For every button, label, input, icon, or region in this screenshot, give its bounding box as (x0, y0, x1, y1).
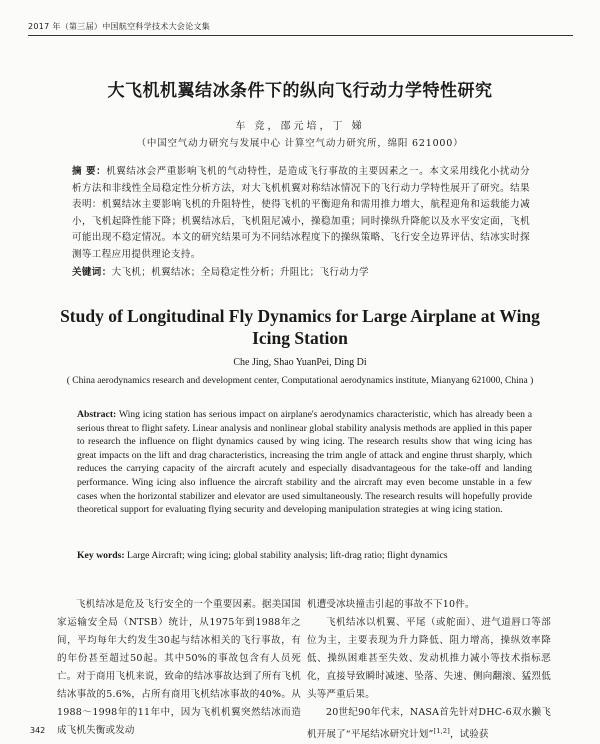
page-number: 342 (30, 726, 46, 735)
english-abstract-text: Wing icing station has serious impact on airplane's aerodynamics characteristic, which has already been a serious threat to flight safety. Linear analysis and nonlinear global stability analysis methods are applied in this paper to research the influence on flight dynamics caused by wing icing. The research results show that wing icing has great impacts on the lift and drag characteristics, increasing the trim angle of attack and engine thrust sharply, which reduces the carrying capacity of the aircraft acutely and especially disadvantageous for the take-off and landing performance. Wing icing also influence the aircraft stability and the aircraft may even become unstable in a few cases when the horizontal stabilizer and elevator are used simultaneously. The research results will hopefully provide theoretical support for evaluating flying security and developing manipulation strategies at wing icing station. (77, 409, 533, 516)
body-paragraph: 机遭受冰块撞击引起的事故不下10件。 (307, 599, 475, 610)
english-title: Study of Longitudinal Fly Dynamics for Large Airplane at Wing Icing Station (60, 306, 540, 348)
body-paragraph-tail: ，试验获 (449, 729, 489, 741)
english-authors: Che Jing, Shao YuanPei, Ding Di (233, 357, 367, 368)
english-keywords-label: Key words: (77, 550, 125, 561)
body-paragraph: 飞机结冰以机翼、平尾（或舵面）、进气道唇口等部位为主，主要表现为升力降低、阻力增高，操纵效率降低、操纵困难甚至失效、发动机推力减小等技术指标恶化，直接导致瞬时减速、坠落、失速、侧向翻滚、猛烈低头等严重后果。 (307, 617, 551, 700)
body-paragraph: 飞机结冰是危及飞行安全的一个重要因素。据美国国家运输安全局（NTSB）统计，从1975年到1988年之间，平均每年大约发生30起与结冰相关的飞行事故，有的年份甚至超过50起。其中50%的事故包含有人员死亡。对于商用飞机来说，致命的结冰事故达到了所有飞机结冰事故的5.6%，占所有商用飞机结冰事故的40%。从1988～1998年的11年中，因为飞机机翼突然结冰而造成飞机失衡或发动 (57, 599, 301, 736)
chinese-abstract-label: 摘 要： (72, 166, 107, 177)
body-paragraph (307, 704, 551, 744)
english-affiliation: ( China aerodynamics research and development center, Computational aerodynamics institute, Mianyang 621000, China ) (66, 376, 534, 386)
chinese-affiliation: （中国空气动力研究与发展中心 计算空气动力研究所，绵阳 621000） (136, 138, 464, 149)
chinese-abstract (72, 164, 530, 263)
english-keywords-text: Large Aircraft; wing icing; global stability analysis; lift-drag ratio; flight dynamics (127, 550, 448, 561)
chinese-authors: 车 竞，邵元培，丁 娣 (235, 121, 365, 132)
citation-ref: [1,2] (433, 727, 450, 735)
chinese-title: 大飞机机翼结冰条件下的纵向飞行动力学特性研究 (107, 81, 493, 101)
chinese-keywords-text: 大飞机；机翼结冰；全局稳定性分析；升阻比；飞行动力学 (111, 267, 370, 278)
chinese-keywords (72, 265, 530, 280)
body-column-right (307, 596, 551, 744)
body-column-left (57, 596, 301, 740)
english-keywords (77, 549, 532, 563)
chinese-keywords-label: 关键词： (72, 267, 112, 278)
chinese-abstract-text: 机翼结冰会严重影响飞机的气动特性，是造成飞行事故的主要因素之一。本文采用线化小扰动分析方法和非线性全局稳定性分析方法，对大飞机机翼对称结冰情况下的飞行动力学特性展开了研究。结果表明：机翼结冰主要影响飞机的升阻特性，使得飞机的平衡迎角和需用推力增大，航程迎角和运载能力减小，飞机起降性能下降；机翼结冰后，飞机阻尼减小，操稳加重；同时操纵升降舵以及水平安定面，飞机可能出现不稳定情况。本文的研究结果可为不同结冰程度下的操纵策略、飞行安全边界评估、结冰实时探测等工程应用提供理论支持。 (72, 166, 530, 260)
english-abstract (77, 408, 532, 517)
english-abstract-label: Abstract: (77, 409, 117, 420)
running-header: 2017 年（第三届）中国航空科学技术大会论文集 (28, 21, 573, 36)
body-paragraph-text: 20世纪90年代末，NASA首先针对DHC-6双水獭飞机开展了“平尾结冰研究计划” (307, 707, 551, 741)
